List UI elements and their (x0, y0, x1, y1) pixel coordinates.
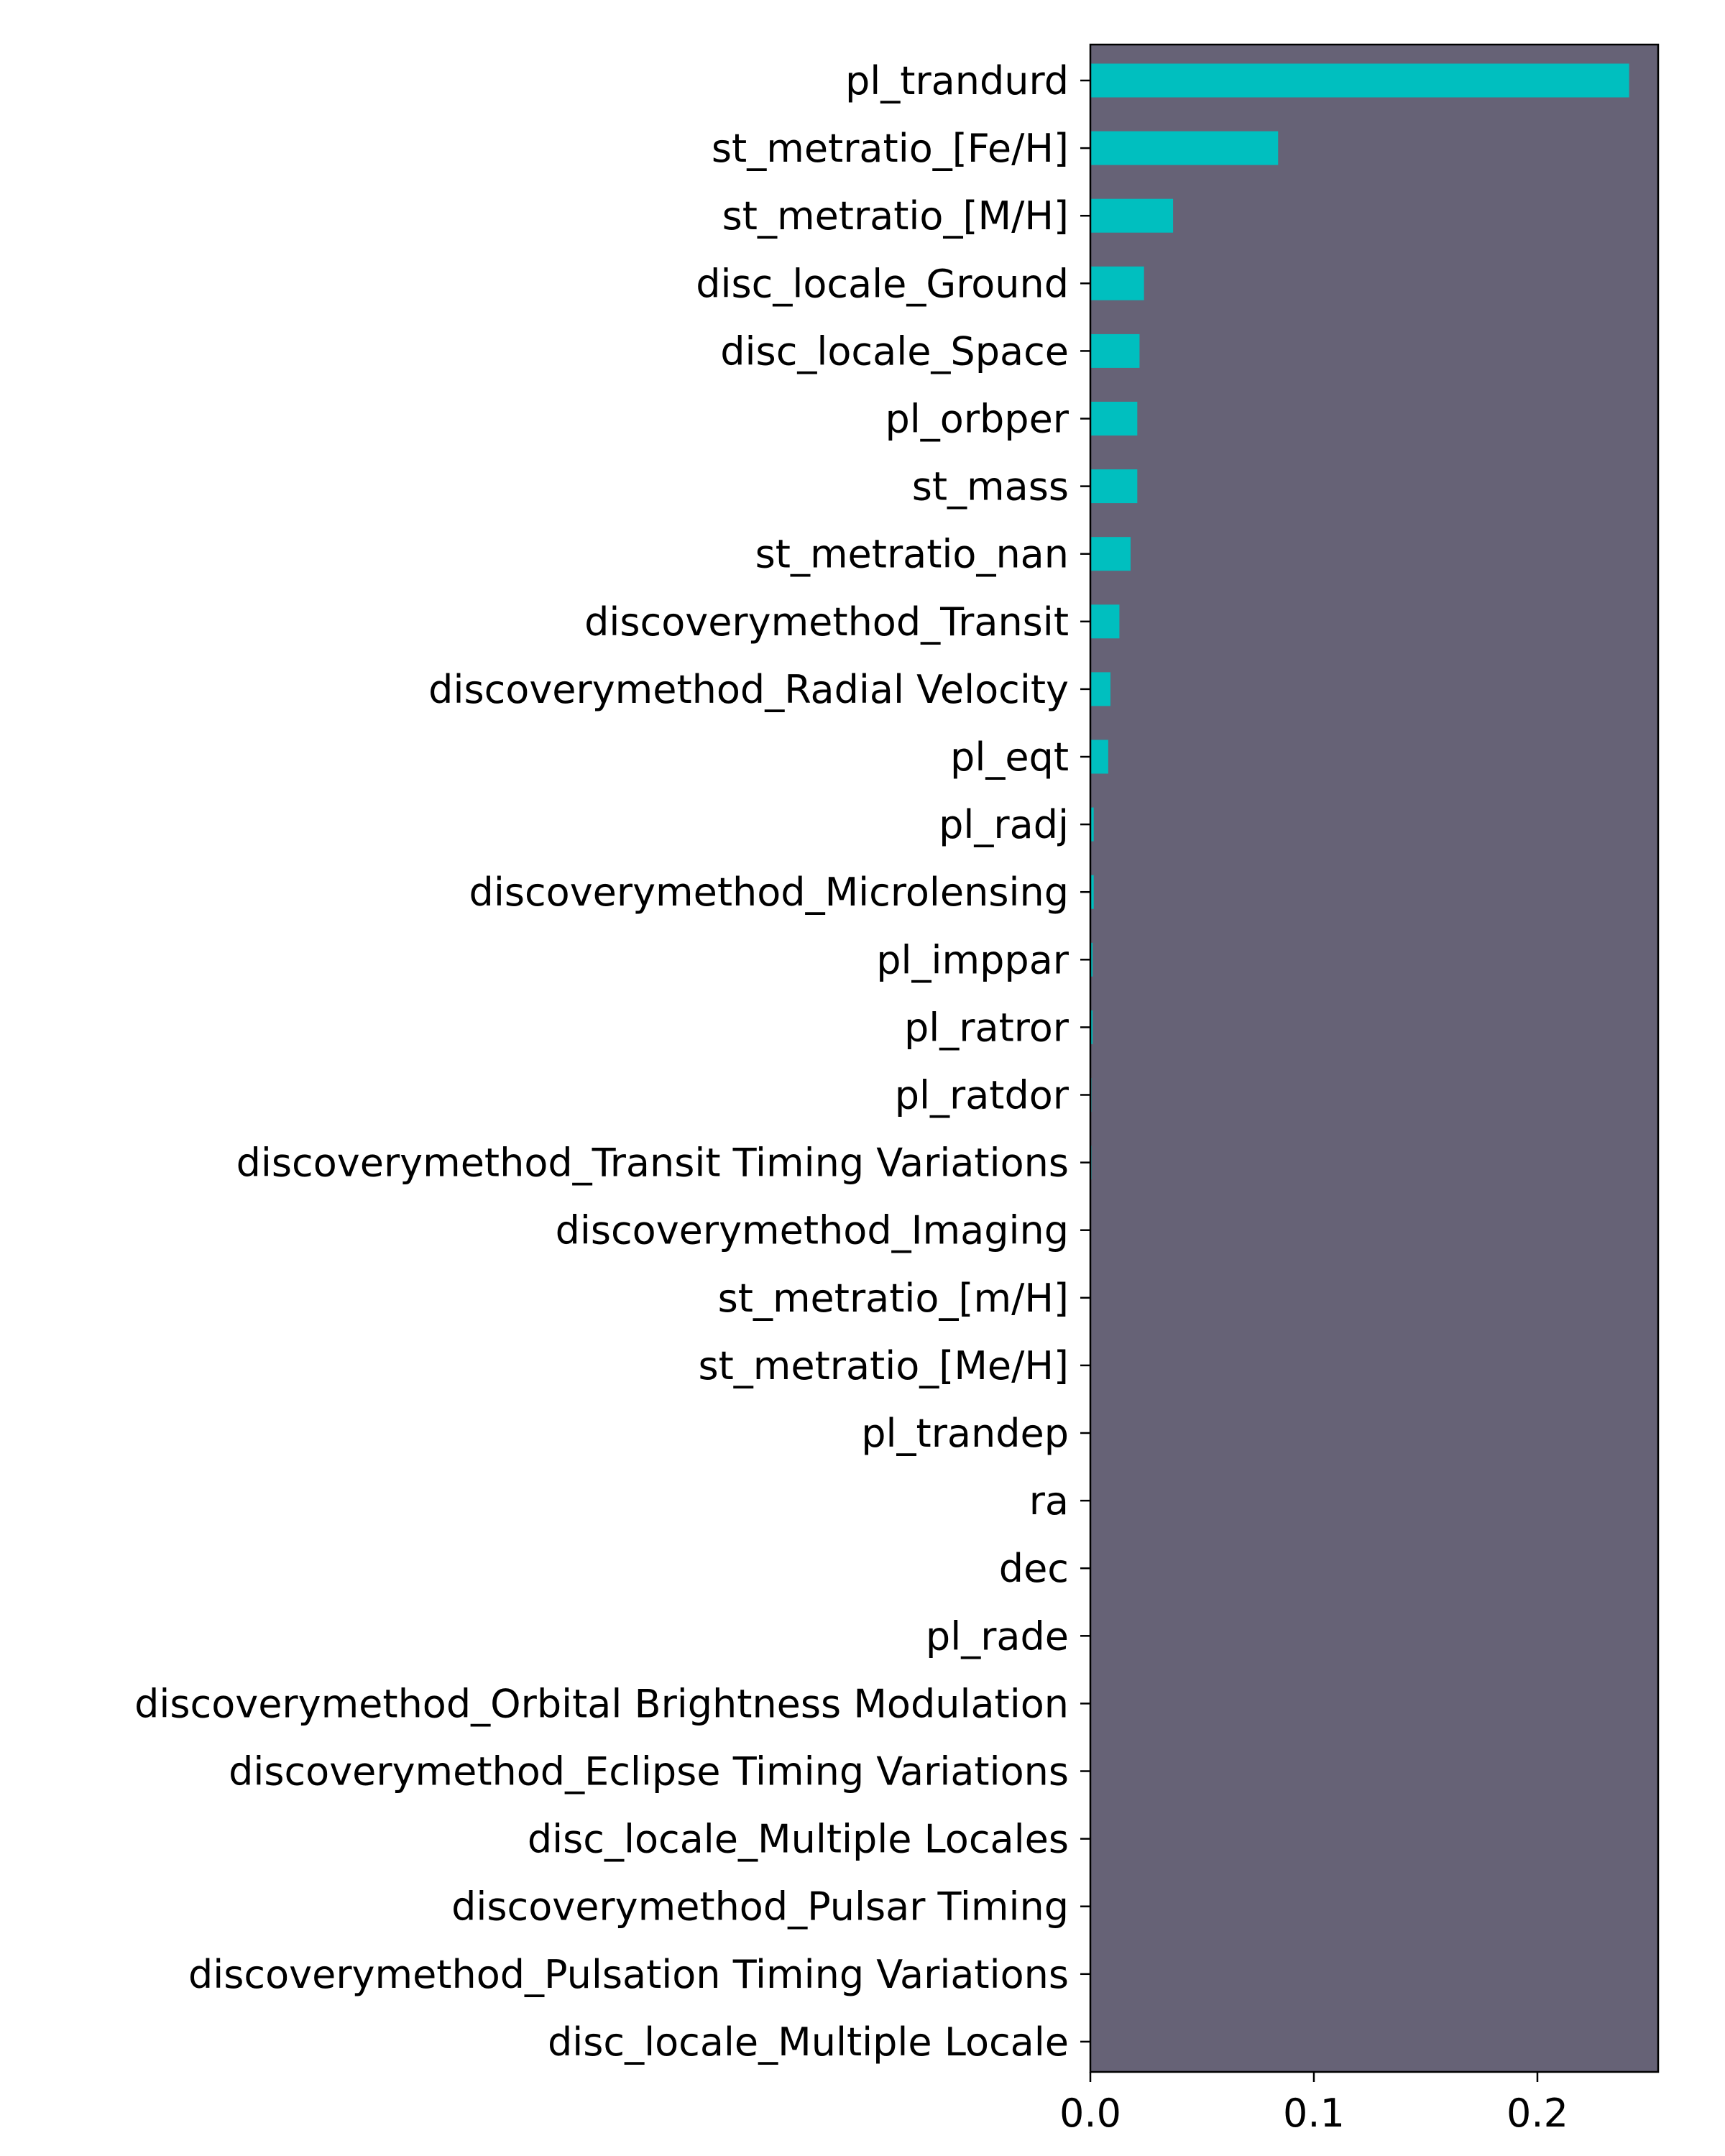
y-tick-label: discoverymethod_Transit (584, 599, 1069, 645)
bar-6 (1090, 469, 1137, 503)
bar-1 (1090, 132, 1278, 165)
y-tick-label: disc_locale_Space (720, 328, 1069, 374)
y-tick-label: discoverymethod_Transit Timing Variations (236, 1140, 1069, 1186)
y-tick-label: ra (1029, 1478, 1069, 1524)
y-tick-label: disc_locale_Multiple Locales (527, 1816, 1069, 1862)
bar-3 (1090, 267, 1144, 300)
bar-0 (1090, 64, 1629, 98)
y-tick-label: discoverymethod_Pulsar Timing (451, 1884, 1069, 1930)
y-tick-label: pl_eqt (950, 734, 1069, 780)
bar-5 (1090, 402, 1137, 436)
y-tick-label: disc_locale_Ground (696, 261, 1069, 307)
y-tick-label: pl_radj (939, 802, 1069, 848)
bar-8 (1090, 604, 1119, 638)
y-tick-label: st_metratio_[M/H] (722, 193, 1069, 239)
y-tick-label: discoverymethod_Radial Velocity (428, 666, 1069, 712)
y-tick-label: pl_rade (925, 1613, 1069, 1659)
bar-2 (1090, 199, 1173, 233)
y-tick-label: discoverymethod_Eclipse Timing Variations (229, 1749, 1069, 1795)
y-tick-label: pl_trandurd (845, 58, 1069, 103)
y-tick-label: pl_ratdor (894, 1072, 1069, 1118)
x-axis-ticks (1059, 2072, 1568, 2136)
bar-4 (1090, 334, 1139, 368)
y-tick-label: discoverymethod_Orbital Brightness Modulation (134, 1681, 1069, 1727)
y-tick-label: st_metratio_[m/H] (717, 1275, 1069, 1321)
plot-area (1090, 45, 1658, 2072)
x-tick-label: 0.0 (1059, 2091, 1121, 2136)
y-tick-label: discoverymethod_Microlensing (469, 870, 1069, 916)
x-tick-label: 0.1 (1283, 2091, 1345, 2136)
y-tick-label: pl_orbper (885, 396, 1069, 442)
y-tick-label: dec (998, 1546, 1069, 1592)
y-tick-label: st_metratio_nan (755, 531, 1069, 577)
y-tick-label: discoverymethod_Imaging (555, 1207, 1069, 1253)
y-tick-label: discoverymethod_Pulsation Timing Variations (188, 1951, 1069, 1997)
bar-9 (1090, 672, 1110, 706)
y-tick-label: pl_trandep (861, 1411, 1069, 1456)
bar-7 (1090, 537, 1131, 571)
y-tick-label: st_metratio_[Me/H] (698, 1342, 1069, 1388)
x-tick-label: 0.2 (1506, 2091, 1568, 2136)
y-tick-label: pl_imppar (876, 937, 1069, 983)
y-tick-label: st_metratio_[Fe/H] (711, 126, 1069, 172)
y-axis-ticks (134, 58, 1090, 2065)
bar-10 (1090, 740, 1108, 774)
y-tick-label: disc_locale_Multiple Locale (548, 2019, 1069, 2065)
y-tick-label: pl_ratror (904, 1005, 1069, 1051)
y-tick-label: st_mass (911, 464, 1069, 510)
